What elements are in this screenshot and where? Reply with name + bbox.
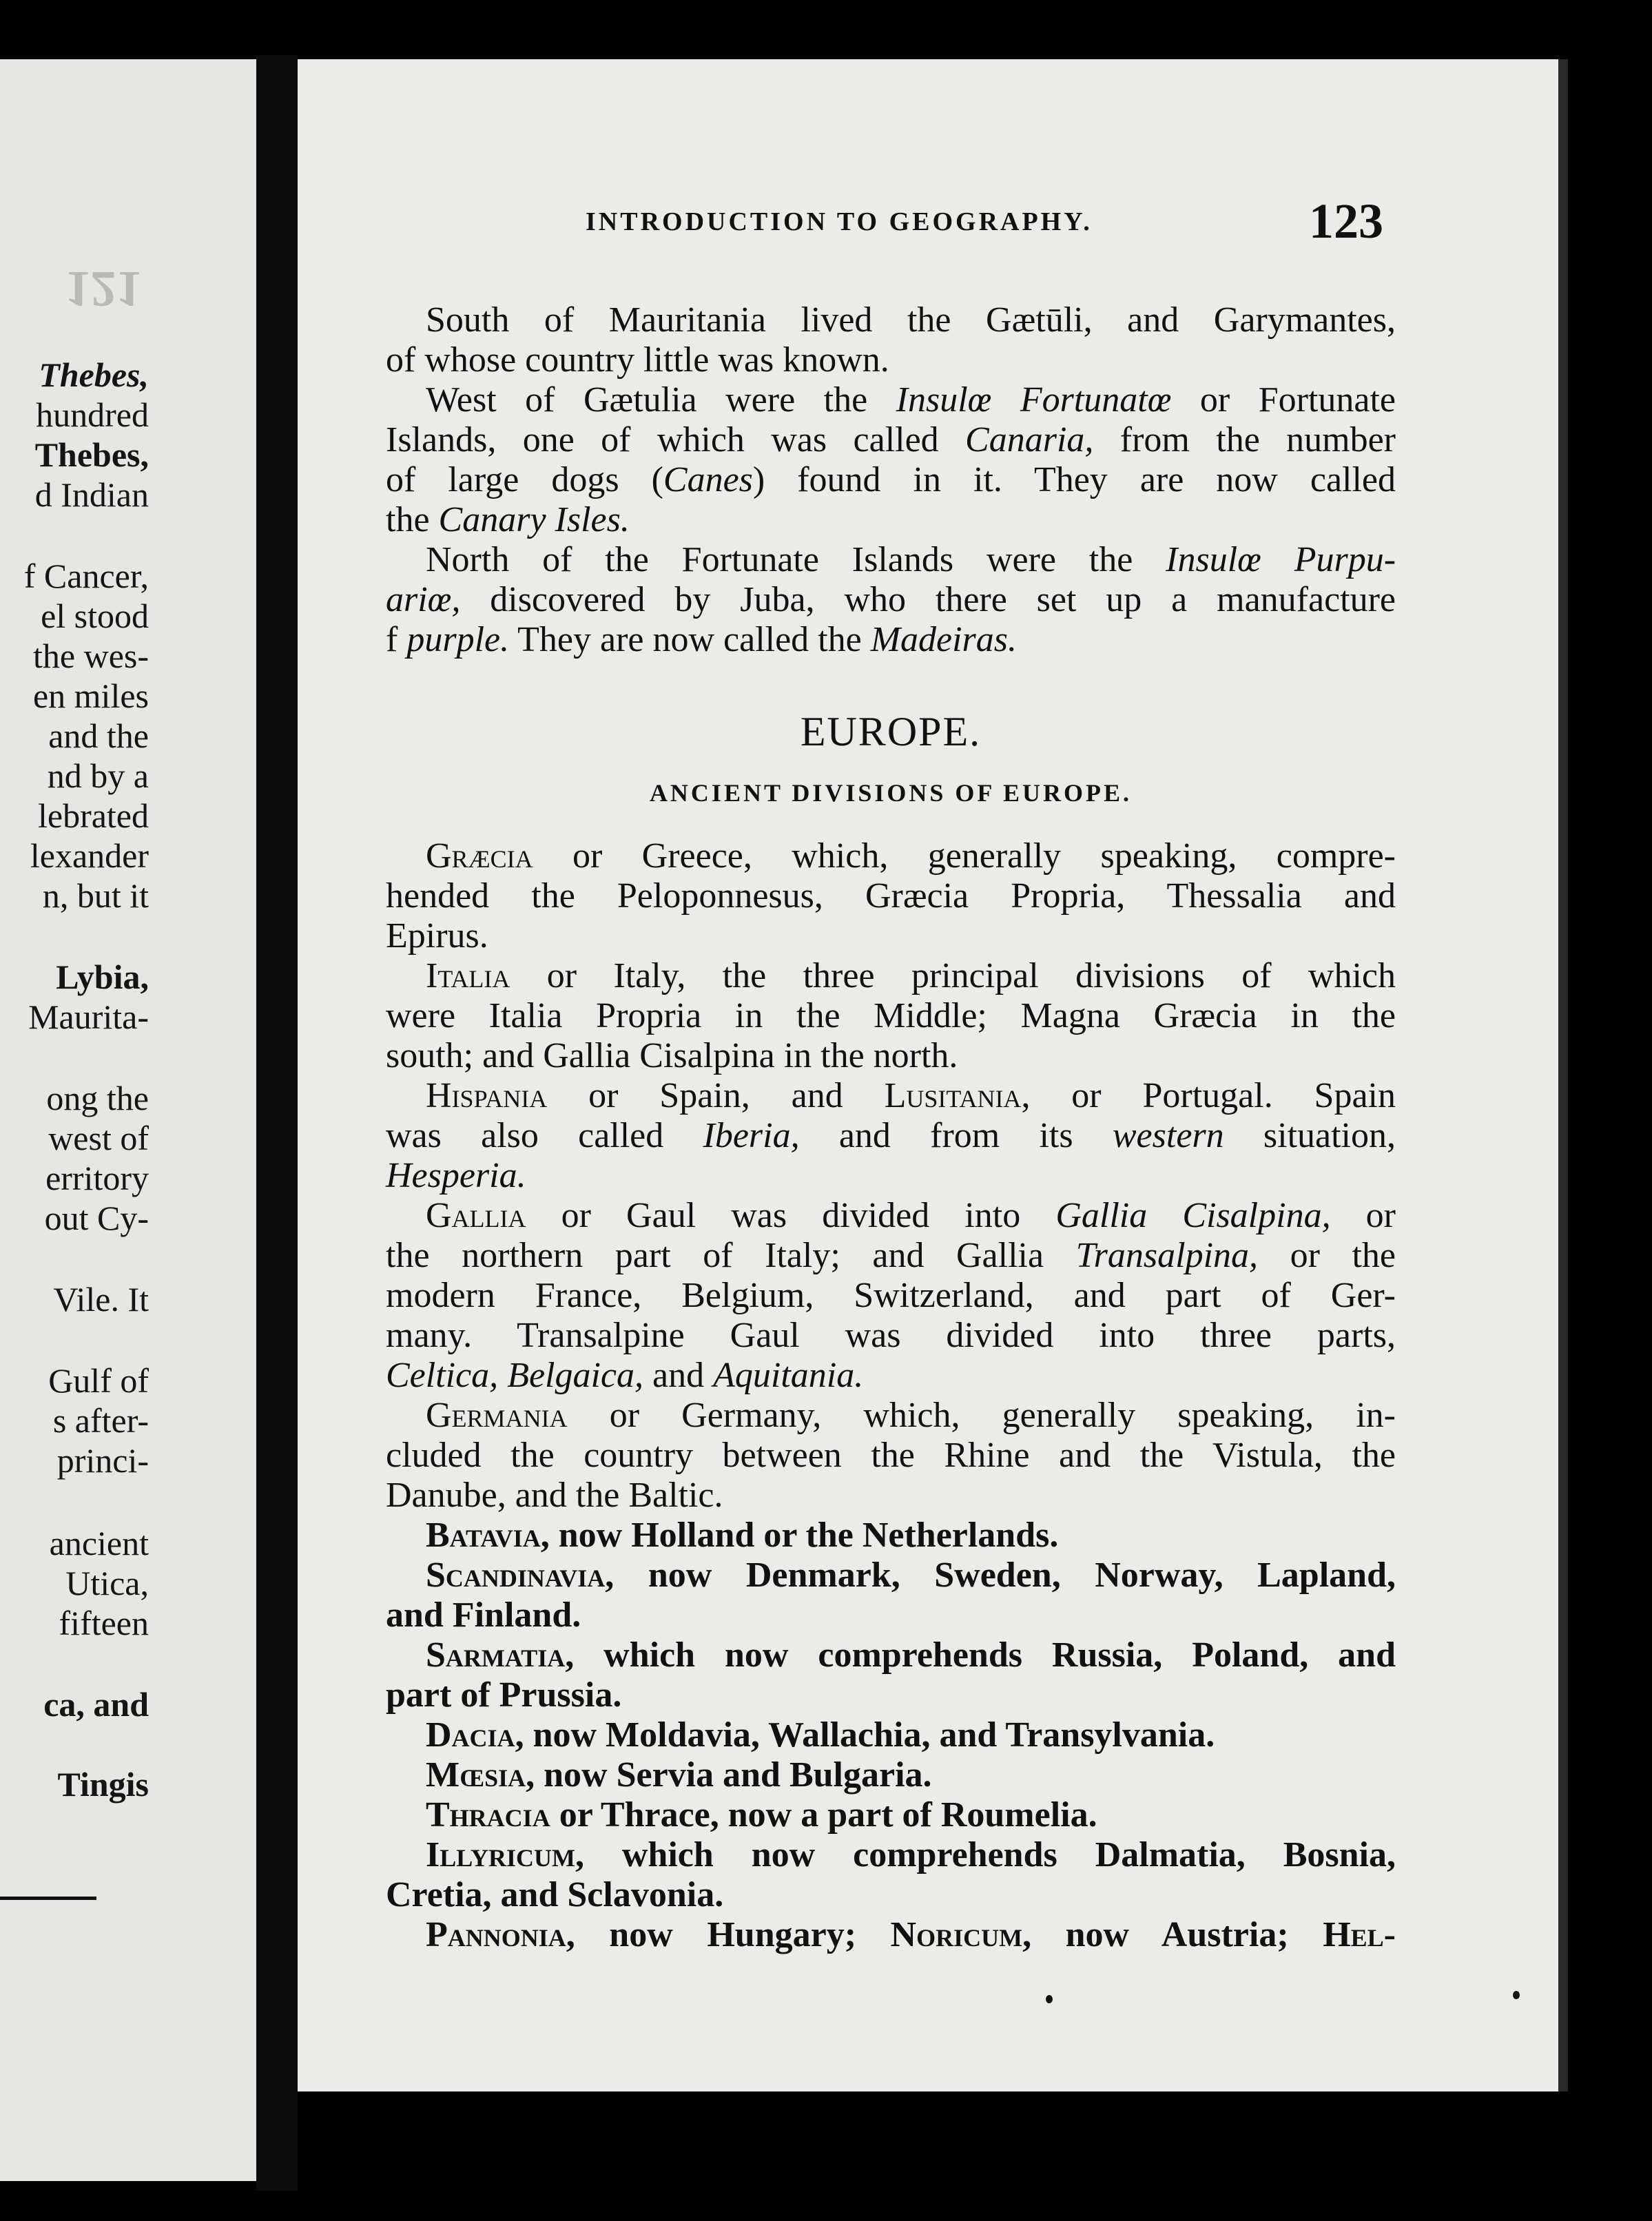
left-page-line: n, but it <box>42 876 149 915</box>
left-page-line: ong the <box>46 1079 149 1117</box>
text-line: f purple. They are now called the Madeiras. <box>386 620 1018 659</box>
text-line: Cretia, and Sclavonia. <box>386 1875 724 1914</box>
text-line: the Canary Isles. <box>386 500 630 539</box>
ink-speck <box>1513 1991 1520 1999</box>
text-line: Græcia or Greece, which, generally speaking, compre- <box>426 836 1396 876</box>
left-page-line: ancient <box>49 1524 149 1562</box>
left-page-line: and the <box>48 716 149 755</box>
left-page-line: f Cancer, <box>23 557 149 595</box>
left-page-line: ca, and <box>43 1685 149 1724</box>
ink-speck <box>1046 1995 1053 2003</box>
left-page-line: lebrated <box>37 796 149 835</box>
text-line: Hispania or Spain, and Lusitania, or Portugal. Spain <box>426 1076 1396 1115</box>
text-line: West of Gætulia were the Insulœ Fortunatœ or Fortunate <box>426 380 1396 420</box>
page-number: 123 <box>1309 194 1383 249</box>
text-line: were Italia Propria in the Middle; Magna Græcia in the <box>386 996 1396 1035</box>
left-page-line: nd by a <box>47 756 149 795</box>
text-line: part of Prussia. <box>386 1675 622 1715</box>
text-line: modern France, Belgium, Switzerland, and part of Ger- <box>386 1276 1396 1315</box>
text-line: cluded the country between the Rhine and the Vistula, the <box>386 1436 1396 1475</box>
text-line: south; and Gallia Cisalpina in the north. <box>386 1036 958 1075</box>
text-line: Illyricum, which now comprehends Dalmatia, Bosnia, <box>426 1835 1396 1874</box>
text-line: Hesperia. <box>386 1156 526 1195</box>
left-page-line: s after- <box>52 1401 149 1440</box>
text-line: and Finland. <box>386 1595 581 1635</box>
text-line: Thracia or Thrace, now a part of Roumelia. <box>426 1795 1097 1835</box>
left-page-fragment <box>0 59 256 2181</box>
left-page-line: west of <box>48 1119 149 1157</box>
text-line: the northern part of Italy; and Gallia Transalpina, or the <box>386 1236 1396 1275</box>
left-page-line: fifteen <box>59 1604 149 1642</box>
text-line: Gallia or Gaul was divided into Gallia Cisalpina, or <box>426 1196 1396 1235</box>
text-line: Pannonia, now Hungary; Noricum, now Austria; Hel- <box>426 1915 1396 1954</box>
text-line: Danube, and the Baltic. <box>386 1476 723 1515</box>
text-line: was also called Iberia, and from its western situation, <box>386 1116 1396 1155</box>
text-line: of large dogs (Canes) found in it. They are now called <box>386 460 1396 499</box>
left-page-line: hundred <box>36 395 149 434</box>
text-line: Batavia, now Holland or the Netherlands. <box>426 1516 1059 1555</box>
left-page-line: Vile. It <box>53 1280 149 1319</box>
left-page-line: Utica, <box>65 1564 149 1602</box>
left-page-line: the wes- <box>33 637 149 675</box>
text-line: ariœ, discovered by Juba, who there set up a manufacture <box>386 580 1396 619</box>
left-page-line: Thebes, <box>34 435 149 474</box>
left-page-line: Lybia, <box>56 958 149 996</box>
text-line: hended the Peloponnesus, Græcia Propria, Thessalia and <box>386 876 1396 916</box>
section-subtitle: ANCIENT DIVISIONS OF EUROPE. <box>649 779 1133 807</box>
book-gutter <box>256 55 298 2191</box>
text-line: Islands, one of which was called Canaria, from the number <box>386 420 1396 459</box>
text-line: Sarmatia, which now comprehends Russia, Poland, and <box>426 1635 1396 1675</box>
text-line: Scandinavia, now Denmark, Sweden, Norway, Lapland, <box>426 1556 1396 1595</box>
left-page-line: en miles <box>32 676 149 715</box>
left-page-line: erritory <box>45 1159 149 1197</box>
left-page-line: out Cy- <box>44 1199 149 1237</box>
text-line: many. Transalpine Gaul was divided into three parts, <box>386 1316 1396 1355</box>
text-line: North of the Fortunate Islands were the Insulœ Purpu- <box>426 540 1396 579</box>
running-head: INTRODUCTION TO GEOGRAPHY. <box>586 207 1093 236</box>
left-page-line: Thebes, <box>39 355 149 394</box>
left-page-number: 121 <box>65 260 142 317</box>
left-page-line: lexander <box>30 836 149 875</box>
left-page-line: Maurita- <box>28 998 149 1036</box>
left-page-rule <box>0 1897 96 1900</box>
text-line: Italia or Italy, the three principal divisions of which <box>426 956 1396 995</box>
left-page-line: d Indian <box>34 475 149 514</box>
left-page-line: el stood <box>41 597 149 635</box>
left-page-line: Tingis <box>57 1765 149 1804</box>
text-line: South of Mauritania lived the Gætūli, and Garymantes, <box>426 300 1396 340</box>
section-title: EUROPE. <box>800 709 982 754</box>
text-line: of whose country little was known. <box>386 340 889 380</box>
left-page-line: Gulf of <box>48 1361 149 1400</box>
text-line: Dacia, now Moldavia, Wallachia, and Transylvania. <box>426 1715 1215 1755</box>
text-line: Celtica, Belgaica, and Aquitania. <box>386 1356 864 1395</box>
left-page-line: princi- <box>56 1441 149 1480</box>
text-line: Epirus. <box>386 916 488 955</box>
text-line: Mœsia, now Servia and Bulgaria. <box>426 1755 932 1795</box>
text-line: Germania or Germany, which, generally speaking, in- <box>426 1396 1396 1435</box>
